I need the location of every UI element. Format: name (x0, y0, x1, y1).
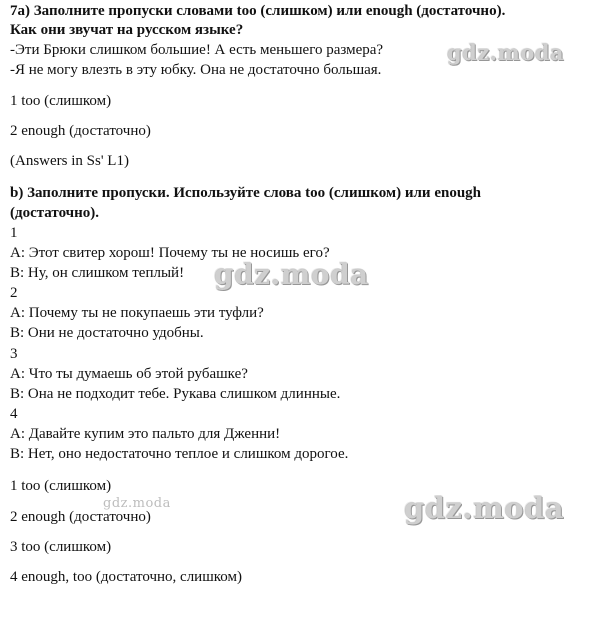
dialogue-3-line-b: B: Она не подходит тебе. Рукава слишком длинные. (10, 386, 341, 402)
dialogue-3-number: 3 (10, 346, 18, 362)
section-b-answer-4: 4 enough, too (достаточно, слишком) (10, 569, 242, 585)
section-b-heading-line2: (достаточно). (10, 205, 100, 221)
dialogue-4-line-a: A: Давайте купим это пальто для Дженни! (10, 426, 281, 442)
section-b-heading-line1: b) Заполните пропуски. Используйте слова too (слишком) или enough (10, 185, 482, 201)
dialogue-2-line-b: B: Они не достаточно удобны. (10, 325, 204, 341)
watermark-bottom-right: gdz.moda (404, 491, 565, 525)
section-a-answer-1: 1 too (слишком) (10, 93, 112, 109)
section-a-answer-2: 2 enough (достаточно) (10, 123, 151, 139)
section-b-answer-3: 3 too (слишком) (10, 539, 112, 555)
dialogue-4-line-b: B: Нет, оно недостаточно теплое и слишком дорогое. (10, 446, 349, 462)
section-a-sentence1: -Эти Брюки слишком большие! А есть меньшего размера? (10, 42, 384, 58)
section-a-answer-3: (Answers in Ss' L1) (10, 153, 129, 169)
dialogue-3-line-a: A: Что ты думаешь об этой рубашке? (10, 366, 248, 382)
dialogue-1-line-b: B: Ну, он слишком теплый! (10, 265, 185, 281)
watermark-small: gdz.moda (103, 496, 171, 511)
section-b-answer-2: 2 enough (достаточно) (10, 509, 151, 525)
section-a-sentence2: -Я не могу влезть в эту юбку. Она не достаточно большая. (10, 62, 382, 78)
section-a-heading-line2: Как они звучат на русском языке? (10, 22, 244, 38)
dialogue-1-line-a: A: Этот свитер хорош! Почему ты не носишь его? (10, 245, 330, 261)
dialogue-4-number: 4 (10, 406, 18, 422)
dialogue-2-line-a: A: Почему ты не покупаешь эти туфли? (10, 305, 264, 321)
dialogue-1-number: 1 (10, 225, 18, 241)
dialogue-2-number: 2 (10, 285, 18, 301)
section-b-answer-1: 1 too (слишком) (10, 478, 112, 494)
watermark-middle: gdz.moda (214, 258, 369, 291)
section-a-heading-line1: 7a) Заполните пропуски словами too (слишком) или enough (достаточно). (10, 3, 506, 19)
watermark-top: gdz.moda (447, 40, 565, 65)
